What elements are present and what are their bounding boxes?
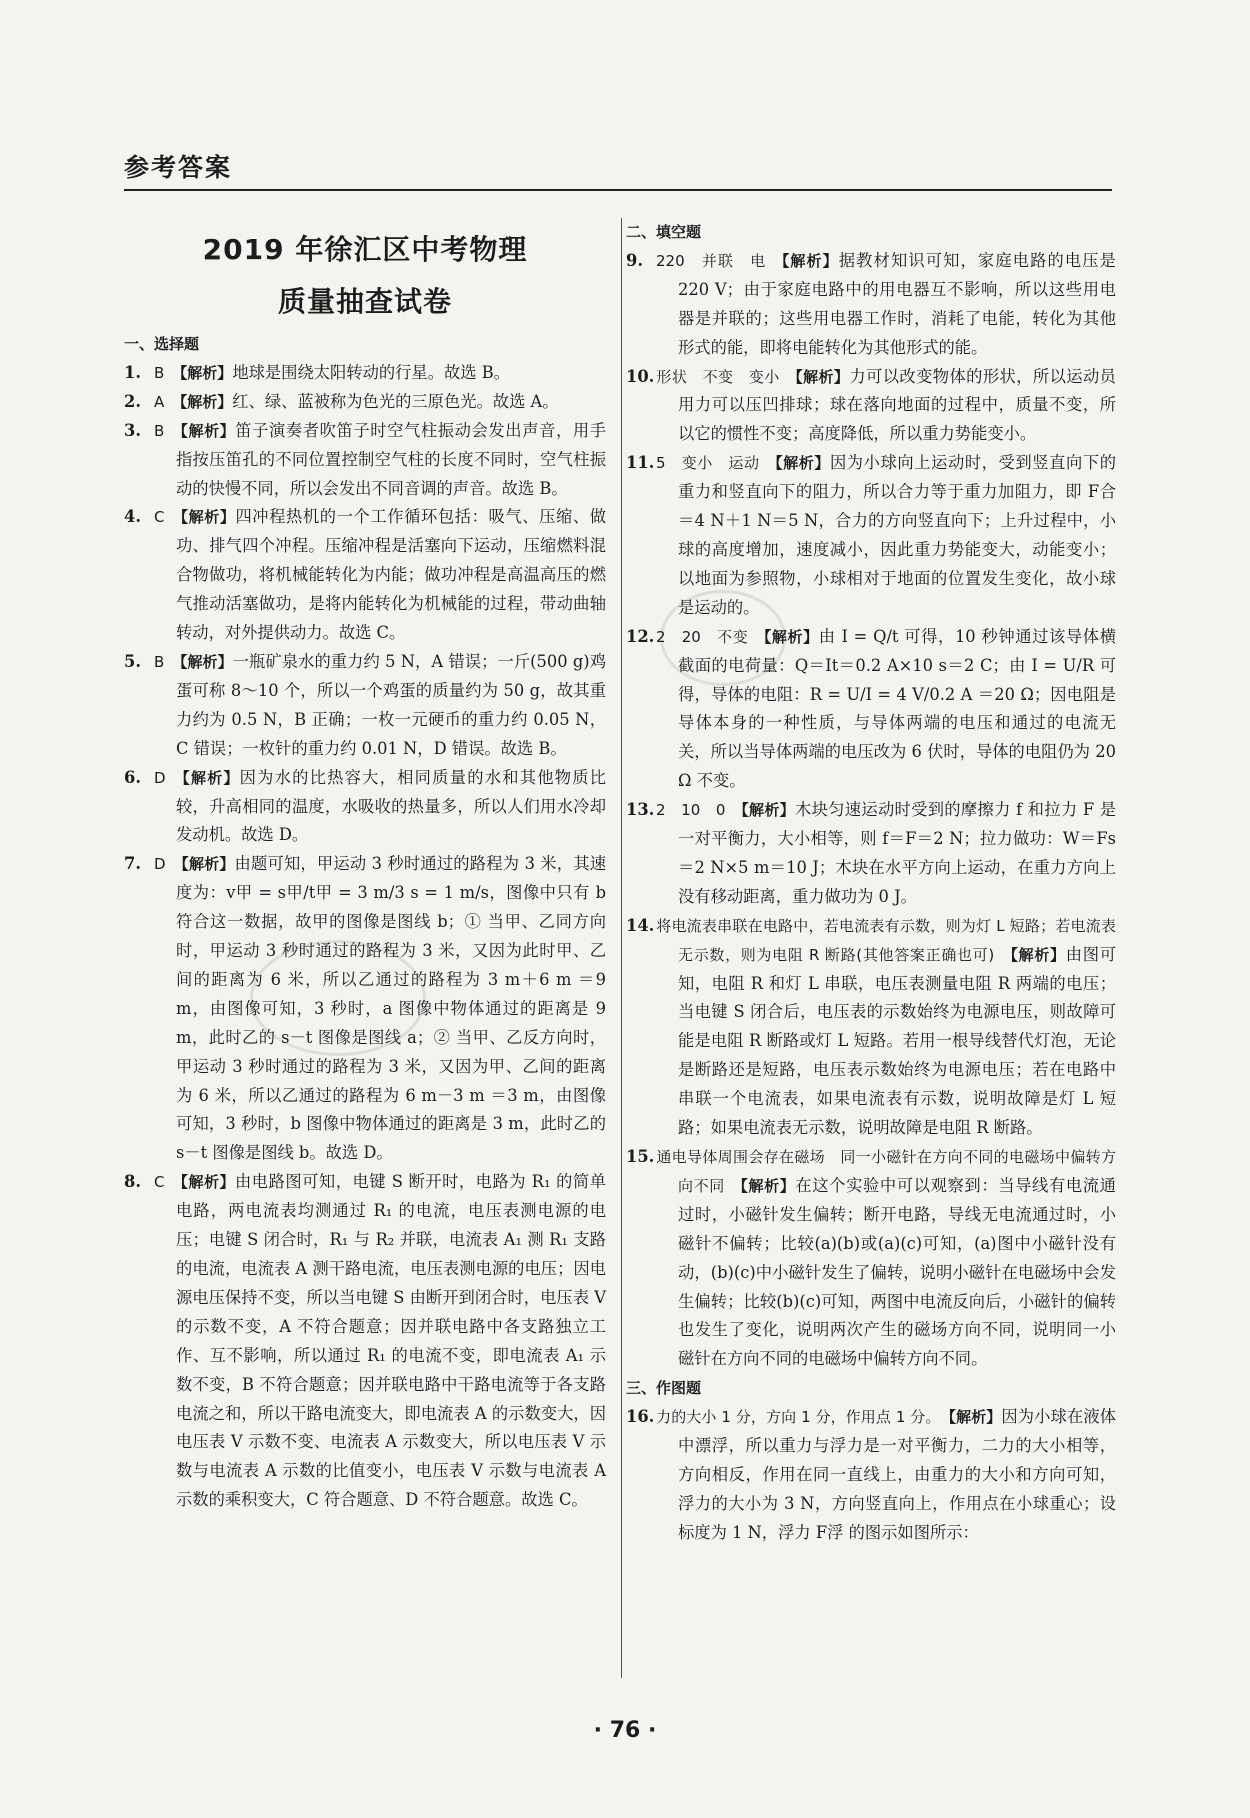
question-item: 8. C 【解析】由电路图可知，电键 S 断开时，电路为 R₁ 的简单电路，两电流表均测通过 R₁ 的电流，电压表测电源的电压；电键 S 闭合时，R₁ 与 R₂ 并联，电流表 A₁ 测 R₁ 支路的电流，电流表 A 测干路电流，电压表测电源的电压；因电源电压保持不变，所以当电键 S 由断开到闭合时，电压表 V 的示数不变，A 不符合题意；因并联电路中各支路独立工作、互不影响，所以通过 R₁ 的电流不变，即电流表 A₁ 示数不变，B 不符合题意；因并联电路中干路电流等于各支路电流之和，所以干路电流变大，即电流表 A 的示数变大，因电压表 V 示数不变、电流表 A 示数变大，所以电压表 V 示数与电流表 A 示数的比值变小，电压表 V 示数与电流表 A 示数的乘积变大，C 符合题意、D 不符合题意。故选 C。 [124, 1172, 606, 1510]
question-item: 2. A 【解析】红、绿、蓝被称为色光的三原色光。故选 A。 [124, 391, 559, 411]
left-column [124, 218, 606, 1515]
column-divider [621, 218, 622, 1678]
question-item: 3. B 【解析】笛子演奏者吹笛子时空气柱振动会发出声音，用手指按压笛孔的不同位置控制空气柱的长度不同时，空气柱振动的快慢不同，所以会发出不同音调的声音。故选 B。 [124, 420, 606, 498]
question-item: 16. 力的大小 1 分，方向 1 分，作用点 1 分。 【解析】因为小球在液体中漂浮，所以重力与浮力是一对平衡力，二力的大小相等，方向相反，作用在同一直线上，由重力的大小和方向可知，浮力的大小为 3 N，方向竖直向上，作用点在小球重心；设标度为 1 N，浮力 F浮 的图示如图所示： [626, 1407, 1116, 1542]
doc-title-line-1: 2019 年徐汇区中考物理 [202, 233, 528, 266]
question-item: 14. 将电流表串联在电路中，若电流表有示数，则为灯 L 短路；若电流表无示数，则为电阻 R 断路(其他答案正确也可) 【解析】由图可知，电阻 R 和灯 L 串联，电压表测量电阻 R 两端的电压；当电键 S 闭合后，电压表的示数始终为电源电压，则故障可能是电阻 R 断路或灯 L 短路。若用一根导线替代灯泡，无论是断路还是短路，电压表示数始终为电源电压；若在电路中串联一个电流表，如果电流表有示数，说明故障是灯 L 短路；如果电流表无示数，说明故障是电阻 R 断路。 [626, 915, 1116, 1138]
question-item: 12. 2 20 不变 【解析】由 I = Q/t 可得，10 秒钟通过该导体横截面的电荷量：Q＝It＝0.2 A×10 s＝2 C；由 I = U/R 可得，导体的电阻：R = U/I = 4 V/0.2 A ＝20 Ω；因电阻是导体本身的一种性质，与导体两端的电压和通过的电流无关，所以当导体两端的电压改为 6 伏时，导体的电阻仍为 20 Ω 不变。 [626, 626, 1116, 791]
question-item: 10. 形状 不变 变小 【解析】力可以改变物体的形状，所以运动员用力可以压凹排球；球在落向地面的过程中，质量不变，所以它的惯性不变；高度降低，所以重力势能变小。 [626, 366, 1116, 444]
doc-title-line-2: 质量抽查试卷 [277, 285, 452, 318]
question-item: 4. C 【解析】四冲程热机的一个工作循环包括：吸气、压缩、做功、排气四个冲程。压缩冲程是活塞向下运动，压缩燃料混合物做功，将机械能转化为内能；做功冲程是高温高压的燃气推动活塞做功，是将内能转化为机械能的过程，带动曲轴转动，对外提供动力。故选 C。 [124, 507, 606, 643]
question-item: 6. D 【解析】因为水的比热容大，相同质量的水和其他物质比较，升高相同的温度，水吸收的热量多，所以人们用水冷却发动机。故选 D。 [124, 767, 606, 845]
section-heading-choice: 一、选择题 [124, 335, 200, 353]
question-item: 15. 通电导体周围会存在磁场 同一小磁针在方向不同的电磁场中偏转方向不同 【解析】在这个实验中可以观察到：当导线有电流通过时，小磁针发生偏转；断开电路，导线无电流通过时，小磁针不偏转；比较(a)(b)或(a)(c)可知，(a)图中小磁针没有动，(b)(c)中小磁针发生了偏转，说明小磁针在电磁场中会发生偏转；比较(b)(c)可知，两图中电流反向后，小磁针的偏转也发生了变化，说明两次产生的磁场方向不同，说明同一小磁针在方向不同的电磁场中偏转方向不同。 [626, 1147, 1116, 1369]
question-item: 9. 220 并联 电 【解析】据教材知识可知，家庭电路的电压是 220 V；由于家庭电路中的用电器互不影响，所以这些用电器是并联的；这些用电器工作时，消耗了电能，转化为其他形式的能，即将电能转化为其他形式的能。 [626, 250, 1116, 357]
question-item: 13. 2 10 0 【解析】木块匀速运动时受到的摩擦力 f 和拉力 F 是一对平衡力，大小相等，则 f＝F＝2 N；拉力做功：W＝Fs＝2 N×5 m＝10 J；木块在水平方向上运动，在重力方向上没有移动距离，重力做功为 0 J。 [626, 800, 1116, 906]
question-item: 5. B 【解析】一瓶矿泉水的重力约 5 N，A 错误；一斤(500 g)鸡蛋可称 8～10 个，所以一个鸡蛋的质量约为 50 g，故其重力约为 0.5 N，B 正确；一枚一元硬币的重力约 0.05 N，C 错误；一枚针的重力约 0.01 N，D 错误。故选 B。 [124, 651, 606, 758]
question-item: 11. 5 变小 运动 【解析】因为小球向上运动时，受到竖直向下的重力和竖直向下的阻力，所以合力等于重力加阻力，即 F合＝4 N＋1 N＝5 N，合力的方向竖直向下；上升过程中，小球的高度增加，速度减小，因此重力势能变大，动能变小；以地面为参照物，小球相对于地面的位置发生变化，故小球是运动的。 [626, 453, 1116, 617]
question-item: 7. D 【解析】由题可知，甲运动 3 秒时通过的路程为 3 米，其速度为：v甲 = s甲/t甲 = 3 m/3 s = 1 m/s，图像中只有 b 符合这一数据，故甲的图像是图线 b；① 当甲、乙同方向时，甲运动 3 秒时通过的路程为 3 米，又因为此时甲、乙间的距离为 6 米，所以乙通过的路程为 3 m＋6 m ＝9 m，由图像可知，3 秒时，a 图像中物体通过的距离是 9 m，此时乙的 s－t 图像是图线 a；② 当甲、乙反方向时，甲运动 3 秒时通过的路程为 3 米，又因为甲、乙间的距离为 6 米，所以乙通过的路程为 6 m－3 m ＝3 m，由图像可知，3 秒时，b 图像中物体通过的距离是 3 m，此时乙的 s－t 图像是图线 b。故选 D。 [124, 854, 606, 1163]
header-rule [124, 189, 1112, 191]
page-header-title: 参考答案 [124, 153, 233, 182]
right-column [626, 218, 1116, 1548]
page-number: · 76 · [593, 1718, 657, 1743]
section-heading-drawing: 三、作图题 [626, 1379, 702, 1398]
question-item: 1. B 【解析】地球是围绕太阳转动的行星。故选 B。 [124, 362, 510, 382]
section-heading-fill: 二、填空题 [626, 223, 702, 241]
